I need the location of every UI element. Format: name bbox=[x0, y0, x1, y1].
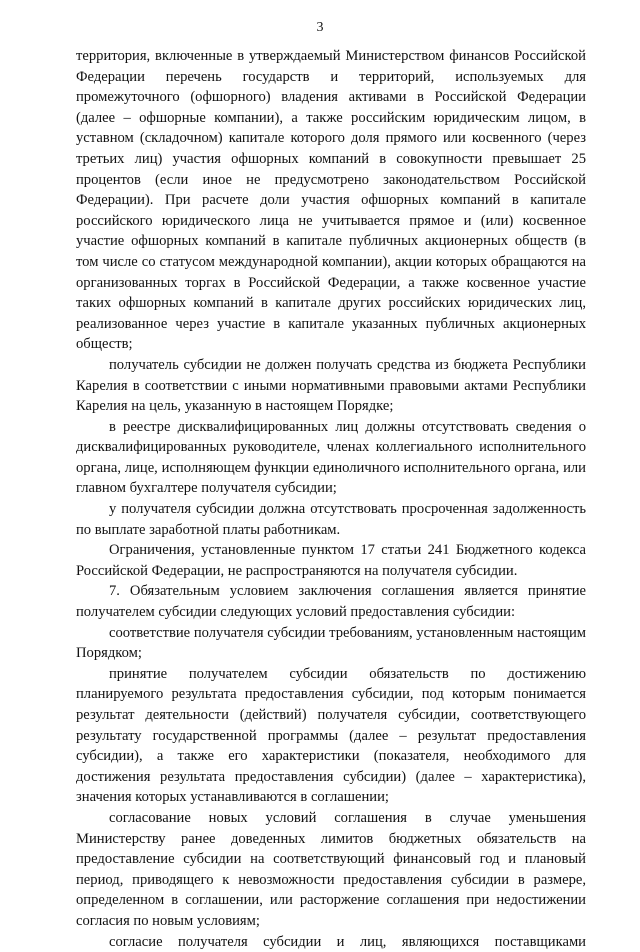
paragraph-budget-code-restrictions: Ограничения, установленные пунктом 17 статьи 241 Бюджетного кодекса Российской Федерации, не распространяются на получателя субсидии. bbox=[76, 542, 586, 579]
paragraph-compliance-requirements: соответствие получателя субсидии требованиям, установленным настоящим Порядком; bbox=[76, 624, 586, 662]
paragraph-no-other-budget-funds: получатель субсидии не должен получать средства из бюджета Республики Карелия в соответствии с иными нормативными правовыми актами Республики Карелия на цель, указанную в настоящем Порядке; bbox=[76, 356, 586, 415]
paragraph-no-wage-arrears: у получателя субсидии должна отсутствовать просроченная задолженность по выплате заработной платы работникам. bbox=[76, 501, 586, 538]
paragraph-result-obligations: принятие получателем субсидии обязательств по достижению планируемого результата предоставления субсидии, под которым понимается результат деятельности (действий) получателя субсидии, соответствующего результату государственной программы (далее – результат предоставления субсидии), а также его характеристики (показателя, необходимого для достижения результата предоставления субсидии) (далее – характеристика), значения которых устанавливаются в соглашении; bbox=[76, 665, 586, 806]
page-number: 3 bbox=[316, 20, 324, 35]
document-body bbox=[76, 46, 586, 952]
paragraph-consent-suppliers: согласие получателя субсидии и лиц, являющихся поставщиками bbox=[109, 933, 586, 950]
paragraph-disqualified-registry: в реестре дисквалифицированных лиц должны отсутствовать сведения о дисквалифицированных руководителе, членах коллегиального исполнительного органа, лице, исполняющем функции единоличного исполнительного органа, или главном бухгалтере получателя субсидии; bbox=[76, 418, 586, 497]
paragraph-new-conditions-agreement: согласование новых условий соглашения в случае уменьшения Министерству ранее доведенных лимитов бюджетных обязательств на предоставление субсидии на соответствующий финансовый год и плановый период, приводящего к невозможности предоставления субсидии в размере, определенном в соглашении, или расторжение соглашения при недостижении согласия по новым условиям; bbox=[76, 809, 586, 929]
paragraph-offshore-continuation: территория, включенные в утверждаемый Министерством финансов Российской Федерации перечень государств и территорий, используемых для промежуточного (офшорного) владения активами в Российской Федерации (далее – офшорные компании), а также российским юридическим лицом, в уставном (складочном) капитале которого доля прямого или косвенного (через третьих лиц) участия офшорных компаний в совокупности превышает 25 процентов (если иное не предусмотрено законодательством Российской Федерации). При расчете доли участия офшорных компаний в капитале российского юридического лица не учитывается прямое и (или) косвенное участие офшорных компаний в капитале публичных акционерных обществ (в том числе со статусом международной компании), акции которых обращаются на организованных торгах в Российской Федерации, а также косвенное участие таких офшорных компаний в капитале других российских юридических лиц, реализованное через участие в капитале указанных публичных акционерных обществ; bbox=[76, 48, 586, 353]
paragraph-item-7-conditions: 7. Обязательным условием заключения соглашения является принятие получателем субсидии следующих условий предоставления субсидии: bbox=[76, 583, 586, 621]
